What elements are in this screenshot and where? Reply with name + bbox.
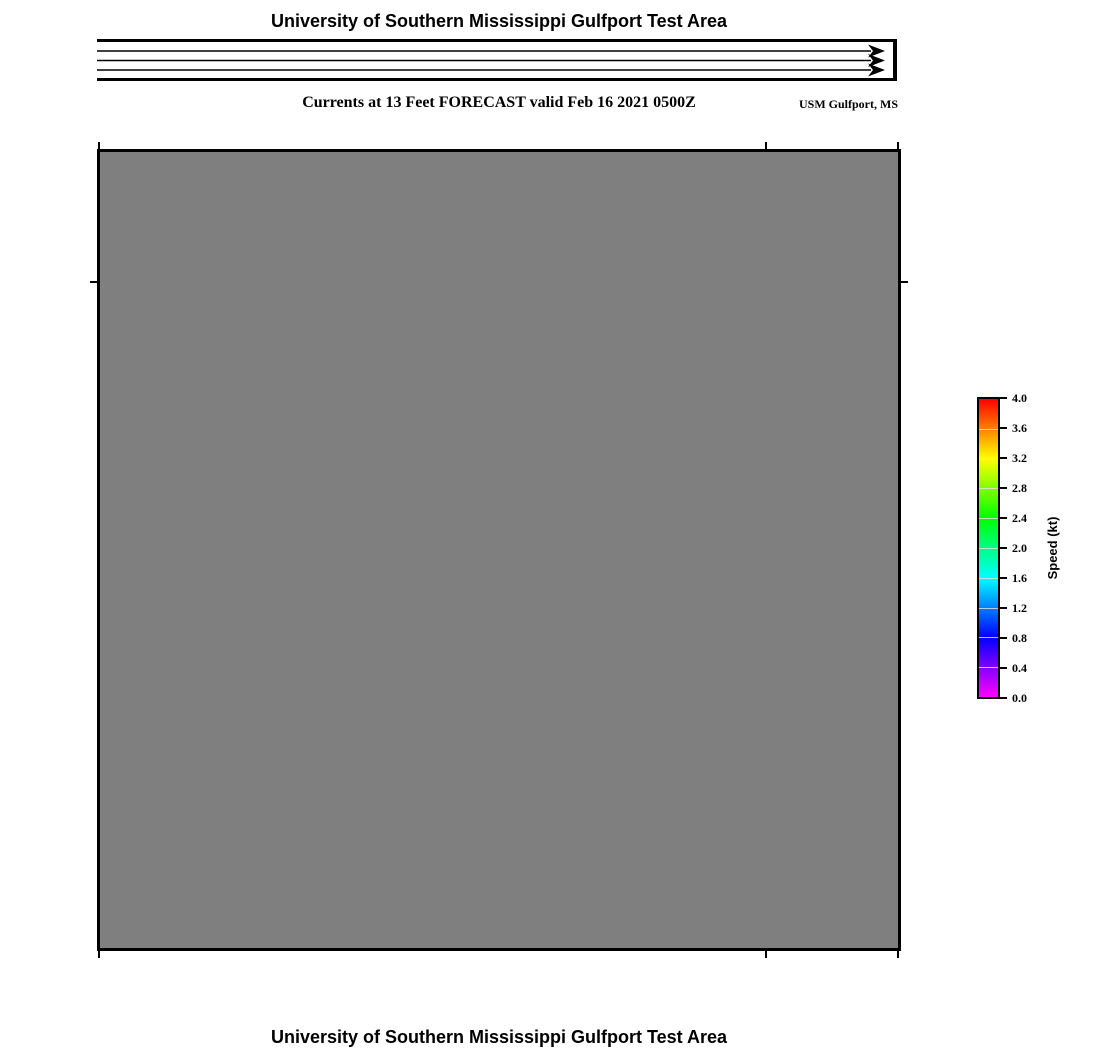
map-area [97,149,901,951]
footer-title: University of Southern Mississippi Gulfport Test Area [270,1027,728,1047]
colorbar-gridline [979,637,998,638]
colorbar-tick [1000,667,1007,669]
colorbar-tick [1000,607,1007,609]
colorbar-tick [1000,457,1007,459]
map-tick-top-right-corner [897,142,899,149]
colorbar-tick [1000,397,1007,399]
colorbar-tick [1000,487,1007,489]
colorbar-tick-label: 1.2 [1012,601,1027,615]
colorbar-gridline [979,429,998,430]
colorbar-gridline [979,578,998,579]
colorbar-axis-label: Speed (kt) [1045,516,1060,580]
station-label: USM Gulfport, MS [799,97,898,111]
colorbar-tick-label: 4.0 [1012,391,1027,405]
map-tick-bottom-left-corner [98,951,100,958]
forecast-subtitle: Currents at 13 Feet FORECAST valid Feb 16 2021 0500Z [302,94,696,111]
colorbar-tick-label: 2.8 [1012,481,1027,495]
map-tick-bottom-right-corner [897,951,899,958]
map-tick-left [90,281,97,283]
colorbar-tick-label: 2.4 [1012,511,1027,525]
colorbar-tick-label: 0.8 [1012,631,1027,645]
colorbar-gridline [979,667,998,668]
map-tick-top-left-corner [98,142,100,149]
colorbar-gridline [979,548,998,549]
colorbar-gridline [979,608,998,609]
page-title: University of Southern Mississippi Gulfport Test Area [270,11,728,31]
colorbar-tick-label: 3.2 [1012,451,1027,465]
current-arrows-legend [97,39,897,81]
colorbar-tick-label: 3.6 [1012,421,1027,435]
colorbar-tick [1000,577,1007,579]
map-tick-bottom [765,951,767,958]
colorbar-tick [1000,637,1007,639]
colorbar-gridline [979,459,998,460]
colorbar-gridline [979,518,998,519]
flow-arrows-icon [97,39,897,81]
colorbar-tick [1000,427,1007,429]
colorbar-tick [1000,697,1007,699]
colorbar-tick-label: 0.0 [1012,691,1027,705]
colorbar-tick-label: 0.4 [1012,661,1027,675]
map-tick-right [901,281,908,283]
map-tick-top [765,142,767,149]
colorbar-tick-label: 2.0 [1012,541,1027,555]
colorbar-tick [1000,547,1007,549]
colorbar-tick [1000,517,1007,519]
colorbar-gridline [979,488,998,489]
colorbar-tick-label: 1.6 [1012,571,1027,585]
colorbar-gradient [977,397,1000,699]
